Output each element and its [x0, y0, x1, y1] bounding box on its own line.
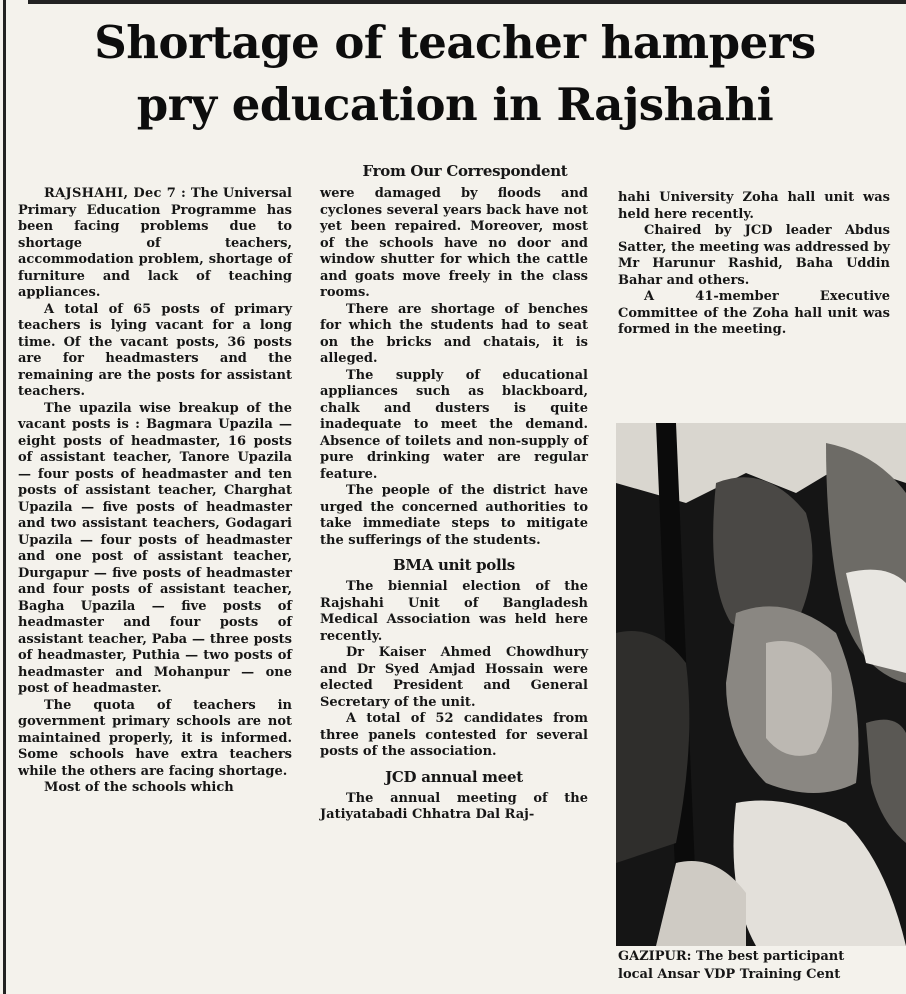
article-paragraph-4: The quota of teachers in government primary schools are not maintained properly, it is informed. Some schools have extra teachers while the others are facing shortage.	[18, 697, 292, 779]
news-photo-image	[616, 423, 906, 946]
column-2	[320, 186, 588, 824]
jcd-paragraph-2: Chaired by JCD leader Abdus Satter, the meeting was addressed by Mr Harunur Rashid, Baha Uddin Bahar and others.	[618, 223, 890, 288]
article-paragraph-7: The supply of educational appliances such as blackboard, chalk and dusters is quite inadequate to meet the demand. Absence of toilets and non-supply of pure drinking water are regular feature.	[320, 367, 588, 482]
column-1	[18, 186, 292, 797]
jcd-paragraph-1-continued: hahi University Zoha hall unit was held here recently.	[618, 190, 890, 222]
article-paragraph-8: The people of the district have urged the concerned authorities to take immediate steps to mitigate the sufferings of the students.	[320, 483, 588, 548]
article-paragraph-1-text: The Universal Primary Education Programme has been facing problems due to shortage of teachers, accommodation problem, shortage of furniture and lack of teaching appliances.	[18, 186, 292, 300]
dateline: RAJSHAHI, Dec 7 :	[44, 186, 187, 201]
article-paragraph-6: There are shortage of benches for which the students had to seat on the bricks and chatais, it is alleged.	[320, 301, 588, 366]
article-paragraph-5-continued: were damaged by floods and cyclones several years back have not yet been repaired. Moreover, most of the schools have no door and window shutter for which the cattle and goats move freely in the class rooms.	[320, 186, 588, 300]
bma-paragraph-2: Dr Kaiser Ahmed Chowdhury and Dr Syed Amjad Hossain were elected President and General Secretary of the unit.	[320, 645, 588, 710]
bma-subhead: BMA unit polls	[393, 556, 515, 574]
jcd-paragraph-1-start: The annual meeting of the Jatiyatabadi Chhatra Dal Raj-	[320, 790, 588, 822]
article-paragraph-1	[18, 186, 292, 302]
article-paragraph-2: A total of 65 posts of primary teachers is lying vacant for a long time. Of the vacant posts, 36 posts are for headmasters and the remaining are the posts for assistant teachers.	[18, 301, 292, 399]
photo-caption-line-2: local Ansar VDP Training Cent	[618, 967, 841, 982]
jcd-paragraph-3: A 41-member Executive Committee of the Zoha hall unit was formed in the meeting.	[618, 289, 890, 337]
article-paragraph-5-start: Most of the schools which	[44, 780, 234, 795]
headline-line-2: pry education in Rajshahi	[136, 78, 774, 131]
column-3	[618, 190, 890, 339]
jcd-subhead: JCD annual meet	[385, 767, 523, 786]
article-paragraph-3: The upazila wise breakup of the vacant posts is : Bagmara Upazila — eight posts of headmaster, 16 posts of assistant teacher, Tanore Upazila — four posts of headmaster and ten posts of assistant teacher, Charghat Upazila — five posts of headmaster and two assistant teachers, Godagari Upazila — four posts of headmaster and one post of assistant teacher, Durgapur — five posts of headmaster and four posts of assistant teacher, Bagha Upazila — five posts of headmaster and four posts of assistant teacher, Paba — three posts of headmaster, Puthia — two posts of headmaster and Mohanpur — one post of headmaster.	[18, 400, 292, 696]
bma-paragraph-3: A total of 52 candidates from three panels contested for several posts of the association.	[320, 711, 588, 759]
left-rule	[3, 0, 6, 994]
headline	[10, 12, 900, 136]
photo-caption-line-1: GAZIPUR: The best participant	[618, 949, 845, 964]
news-photo	[616, 423, 906, 946]
top-rule	[28, 0, 906, 4]
headline-line-1: Shortage of teacher hampers	[94, 16, 816, 69]
bma-paragraph-1: The biennial election of the Rajshahi Unit of Bangladesh Medical Association was held here recently.	[320, 579, 588, 644]
photo-caption	[618, 948, 906, 984]
byline: From Our Correspondent	[362, 162, 568, 180]
